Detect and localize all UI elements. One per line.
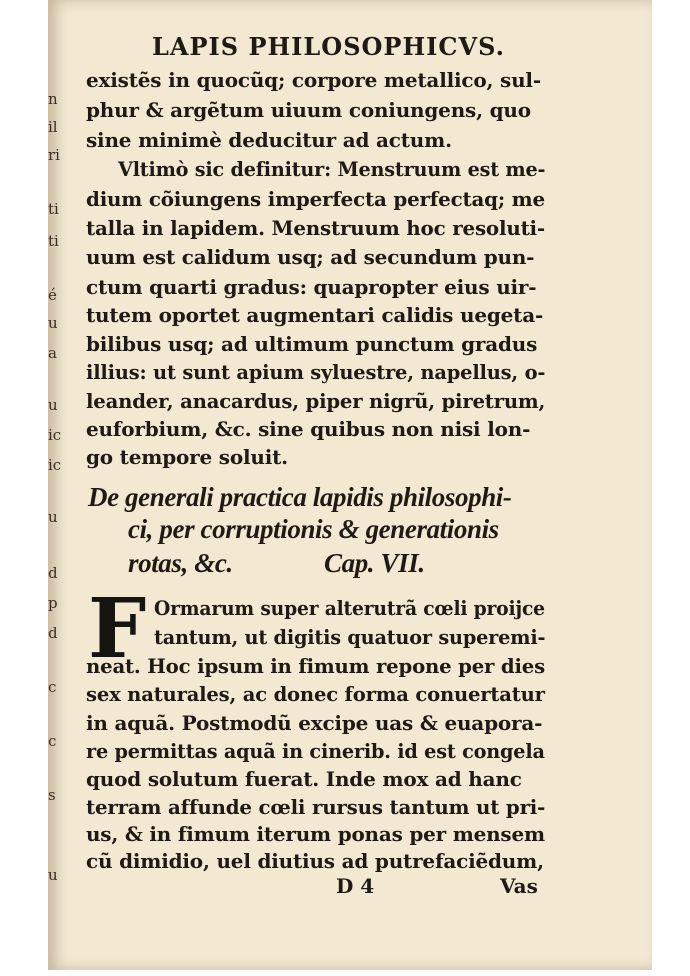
margin-fragment: il [48,118,58,136]
body-line: neat. Hoc ipsum in fimum repone per dies [86,654,545,678]
margin-fragment: d [48,564,58,582]
margin-fragment: ic [48,456,62,474]
body-line: Vltimò sic definitur: Menstruum est me- [118,157,546,181]
running-head: LAPIS PHILOSOPHICVS. [152,32,505,61]
margin-fragment: ri [48,146,60,164]
chapter-heading: De generali practica lapidis philosophi- [88,482,512,512]
body-line: quod solutum fuerat. Inde mox ad hanc [86,767,522,791]
body-line: dium cõiungens imperfecta perfectaq; me [86,187,545,211]
body-line: phur & argẽtum uiuum coniungens, quo [86,98,531,122]
margin-fragment: s [48,786,56,804]
margin-fragment: u [48,508,58,526]
signature-mark: D 4 [336,874,375,898]
margin-fragment: u [48,396,58,414]
margin-fragment: a [48,344,57,362]
previous-page-margin [48,60,70,940]
body-line: terram affunde cœli rursus tantum ut pri- [86,795,546,819]
body-line: us, & in fimum iterum ponas per mensem [86,822,545,846]
body-line: existẽs in quocũq; corpore metallico, sul- [86,68,541,92]
body-line: talla in lapidem. Menstruum hoc resoluti- [86,216,545,240]
body-line: cũ dimidio, uel diutius ad putrefaciẽdum, [86,849,544,873]
margin-fragment: d [48,624,58,642]
chapter-heading: rotas, &c. [128,548,233,578]
body-line: re permittas aquã in cinerib. id est congela [86,739,545,763]
margin-fragment: ic [48,426,62,444]
body-line: illius: ut sunt apium syluestre, napellus, o- [86,360,546,384]
body-line: Ormarum super alterutrã cœli proijce [154,596,545,620]
margin-fragment: c [48,732,57,750]
catchword: Vas [500,874,538,898]
body-line: uum est calidum usq; ad secundum pun- [86,245,535,269]
body-line: leander, anacardus, piper nigrũ, piretrum, [86,389,546,413]
body-line: sex naturales, ac donec forma conuertatur [86,682,545,706]
margin-fragment: p [48,594,58,612]
margin-fragment: é [48,286,57,304]
body-line: euforbium, &c. sine quibus non nisi lon- [86,417,531,441]
body-line: tantum, ut digitis quatuor superemi- [154,625,546,649]
margin-fragment: u [48,866,58,884]
margin-fragment: u [48,314,58,332]
body-line: go tempore soluit. [86,445,288,469]
margin-fragment: n [48,90,58,108]
body-line: sine minimè deducitur ad actum. [86,128,452,152]
body-line: bilibus usq; ad ultimum punctum gradus [86,332,538,356]
margin-fragment: ti [48,232,59,250]
chapter-heading: ci, per corruptionis & generationis [128,514,499,544]
margin-fragment: ti [48,200,59,218]
margin-fragment: c [48,678,57,696]
drop-cap: F [88,581,147,677]
chapter-number: Cap. VII. [324,548,425,578]
body-line: ctum quarti gradus: quapropter eius uir- [86,275,537,299]
body-line: tutem oportet augmentari calidis uegeta- [86,303,544,327]
body-line: in aquã. Postmodũ excipe uas & euapora- [86,711,543,735]
